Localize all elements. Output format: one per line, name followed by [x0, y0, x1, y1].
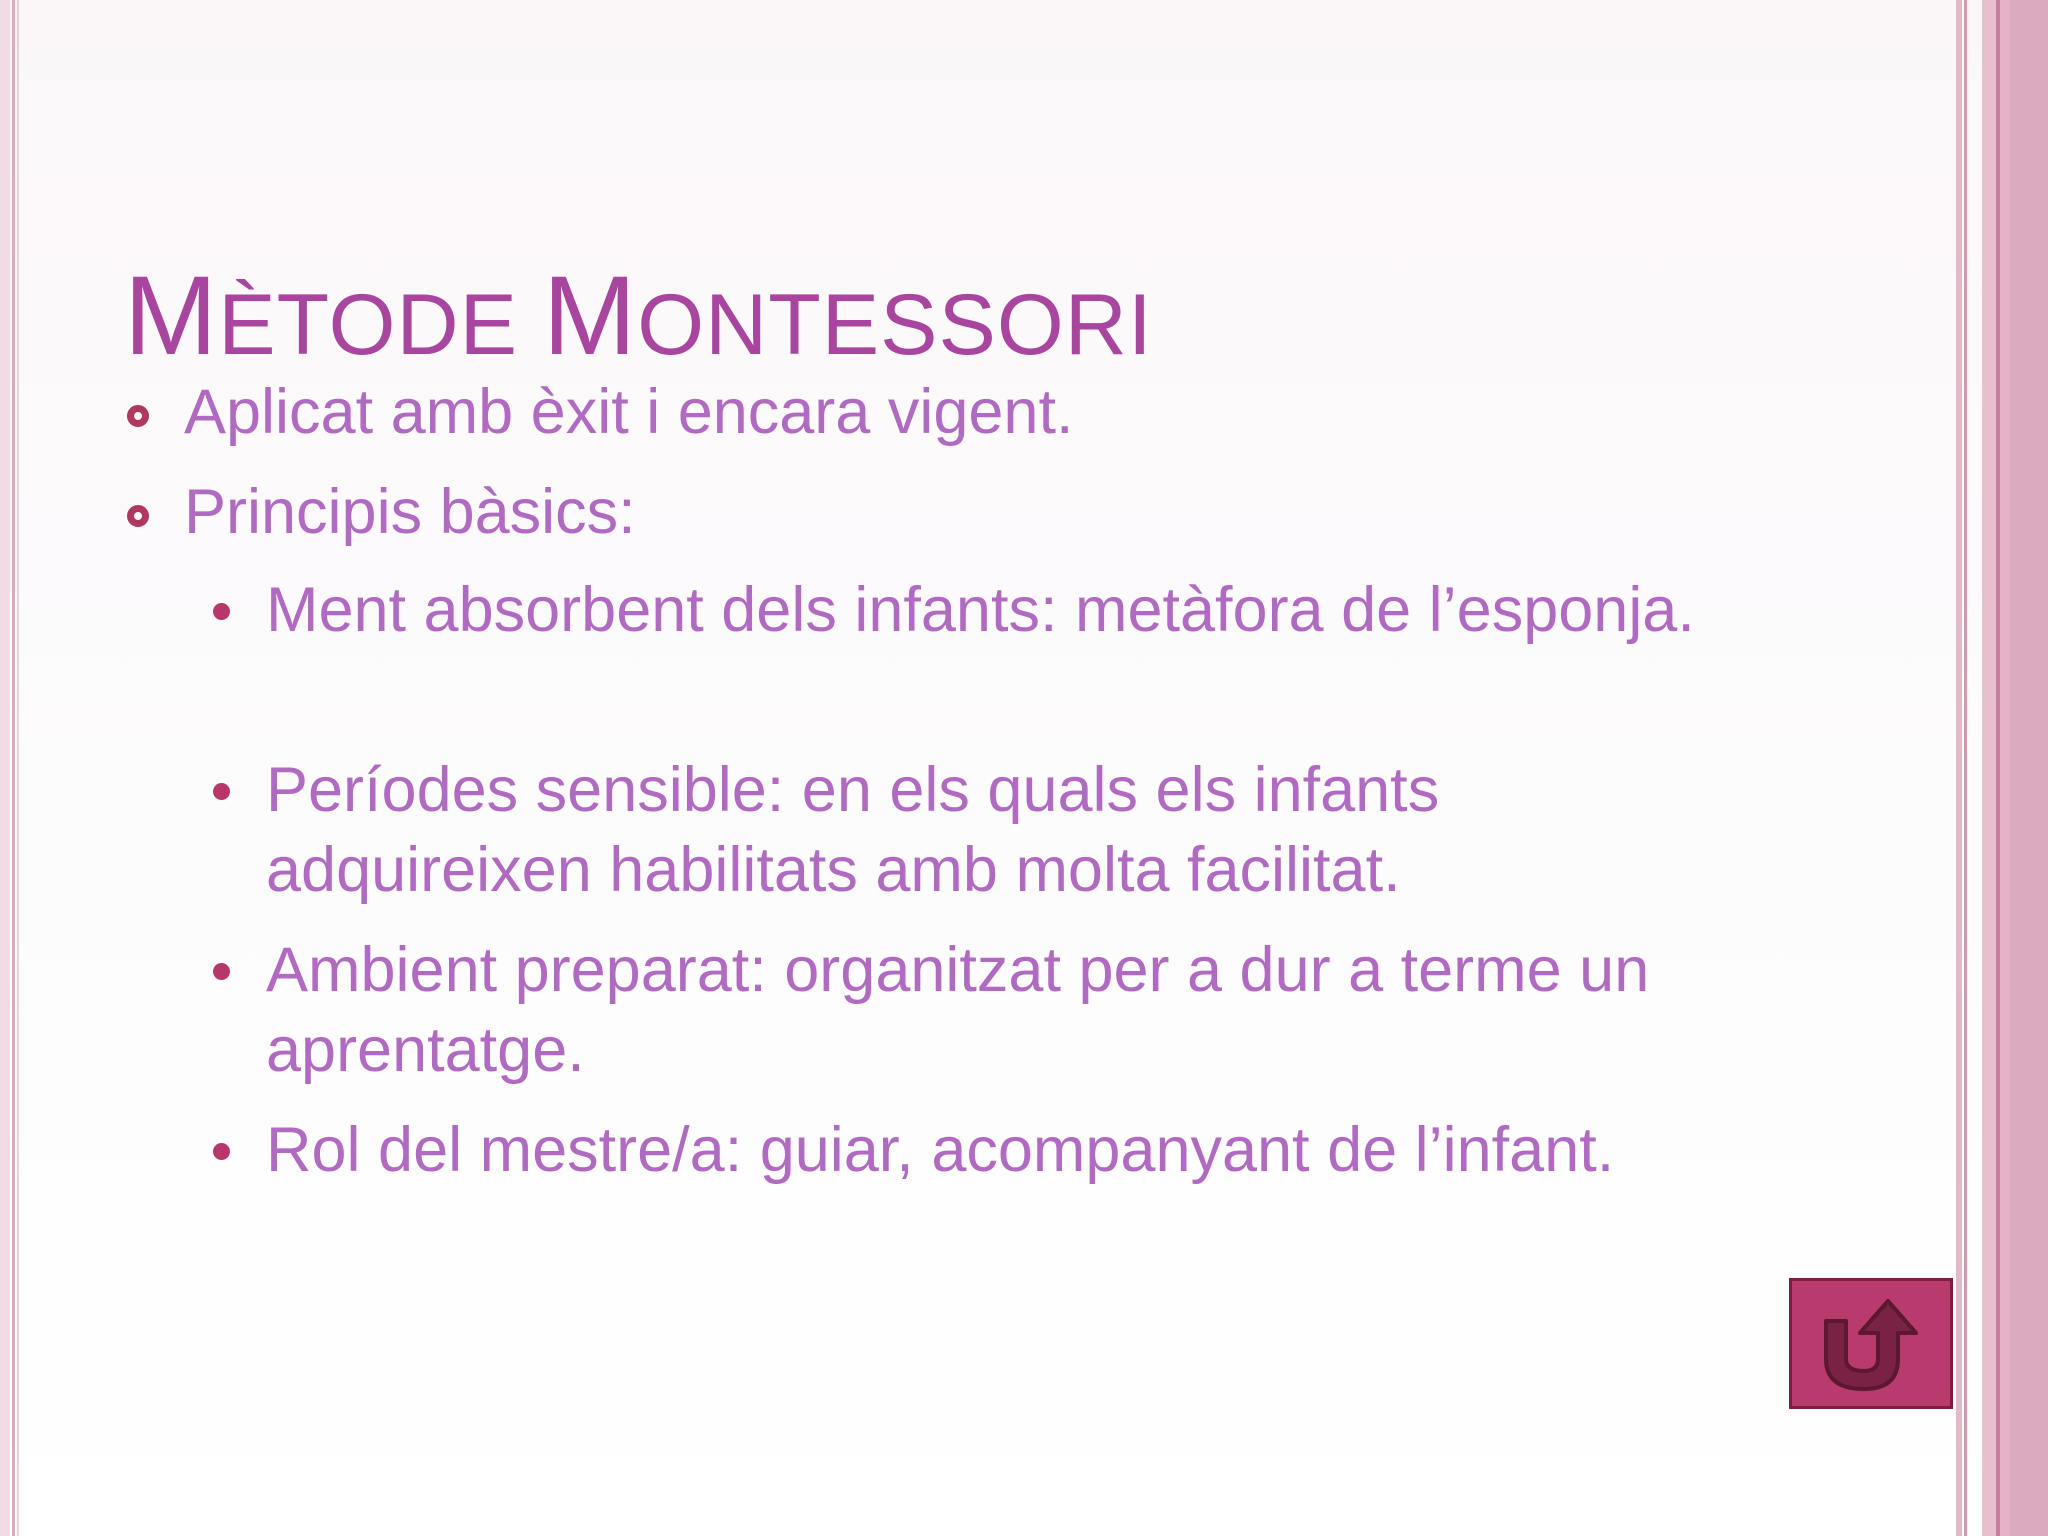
title-rest: ÈTODE: [218, 277, 543, 374]
dot-bullet-icon: [213, 963, 230, 980]
title-rest: ONTESSORI: [637, 277, 1153, 374]
u-turn-arrow-icon: [1792, 1281, 1950, 1406]
sub-bullet-text: Ambient preparat: organitzat per a dur a terme un aprentatge.: [266, 935, 1650, 1085]
bullet-text: Principis bàsics:: [184, 477, 636, 547]
ring-bullet-icon: [127, 405, 149, 427]
bullet-text: Aplicat amb èxit i encara vigent.: [184, 377, 1074, 447]
sub-bullet-text: Períodes sensible: en els quals els infants adquireixen habilitats amb molta facilitat.: [266, 755, 1440, 905]
return-button[interactable]: [1789, 1278, 1953, 1409]
title-initial: M: [124, 253, 219, 379]
dot-bullet-icon: [213, 1143, 230, 1160]
sub-bullet-text: Ment absorbent dels infants: metàfora de l’esponja.: [266, 575, 1695, 645]
sub-bullet-text: Rol del mestre/a: guiar, acompanyant de l’infant.: [266, 1115, 1615, 1185]
dot-bullet-icon: [213, 603, 230, 620]
ring-bullet-icon: [127, 505, 149, 527]
title-initial: M: [542, 253, 638, 379]
dot-bullet-icon: [213, 783, 230, 800]
